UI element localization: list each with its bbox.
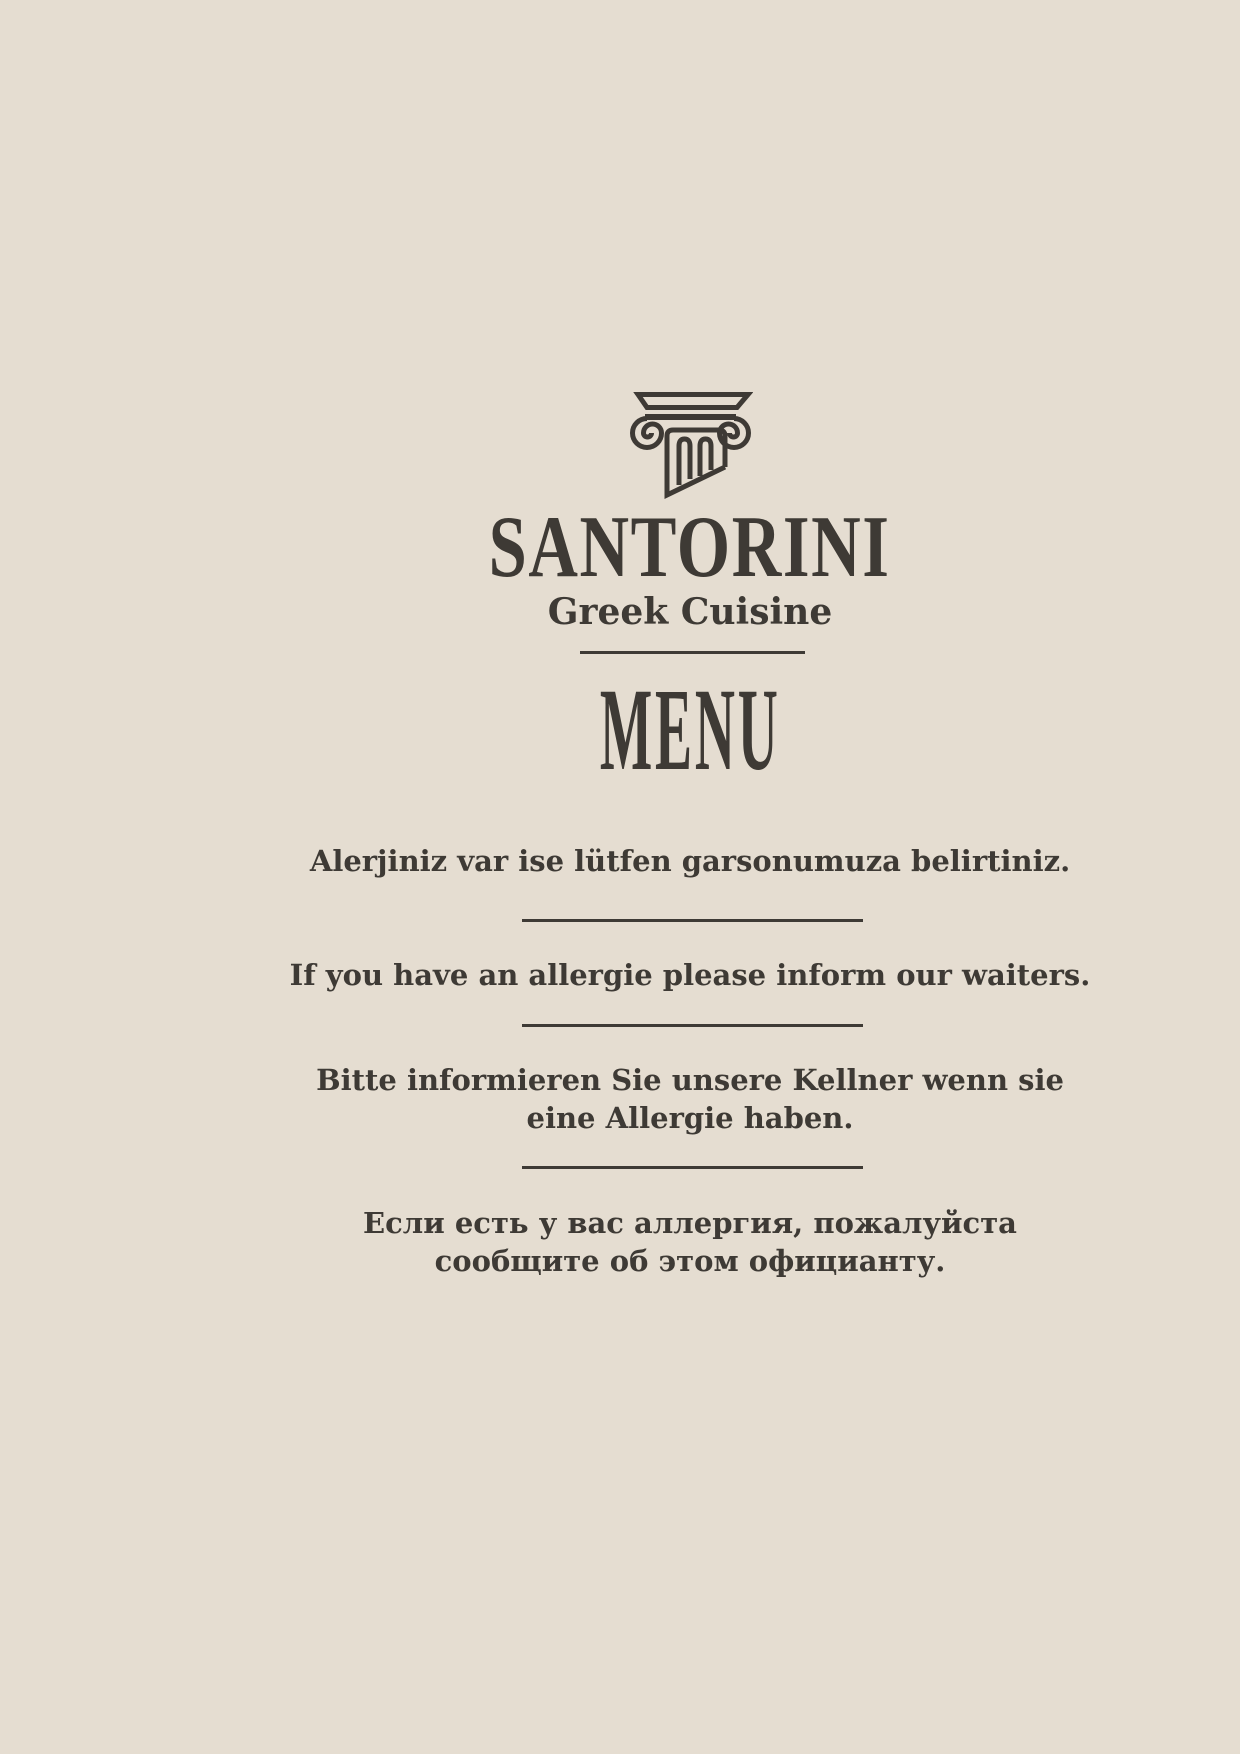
notice-line: eine Allergie haben. (526, 1101, 854, 1135)
notice-line: Bitte informieren Sie unsere Kellner wenn sie (316, 1063, 1064, 1097)
allergy-notice-german (250, 1061, 1130, 1137)
brand-logo (628, 390, 753, 502)
column-abacus (638, 395, 748, 408)
notice-line: сообщите об этом официанту. (434, 1244, 946, 1278)
notice-line: If you have an allergie please inform our waiters. (289, 958, 1091, 992)
brand-tagline: Greek Cuisine (547, 591, 833, 633)
menu-title-text: MENU (599, 664, 781, 795)
allergy-notice-turkish (250, 841, 1130, 881)
brand-name (320, 498, 1060, 596)
allergy-notice-russian (250, 1204, 1130, 1280)
menu-title (320, 664, 1060, 795)
greek-ionic-column-icon (628, 390, 753, 502)
divider-2 (522, 1024, 863, 1027)
notice-line: Alerjiniz var ise lütfen garsonumuza belirtiniz. (309, 844, 1071, 878)
allergy-notice-english (250, 955, 1130, 995)
column-left-volute (633, 419, 662, 448)
column-flute-left (679, 439, 690, 485)
notice-line: Если есть у вас аллергия, пожалуйста (363, 1206, 1017, 1240)
divider-1 (522, 919, 863, 922)
divider-3 (522, 1166, 863, 1169)
column-shaft (667, 430, 725, 495)
divider-under-tagline (580, 651, 805, 654)
brand-name-text: SANTORINI (489, 498, 891, 596)
column-flute-right (700, 439, 711, 476)
